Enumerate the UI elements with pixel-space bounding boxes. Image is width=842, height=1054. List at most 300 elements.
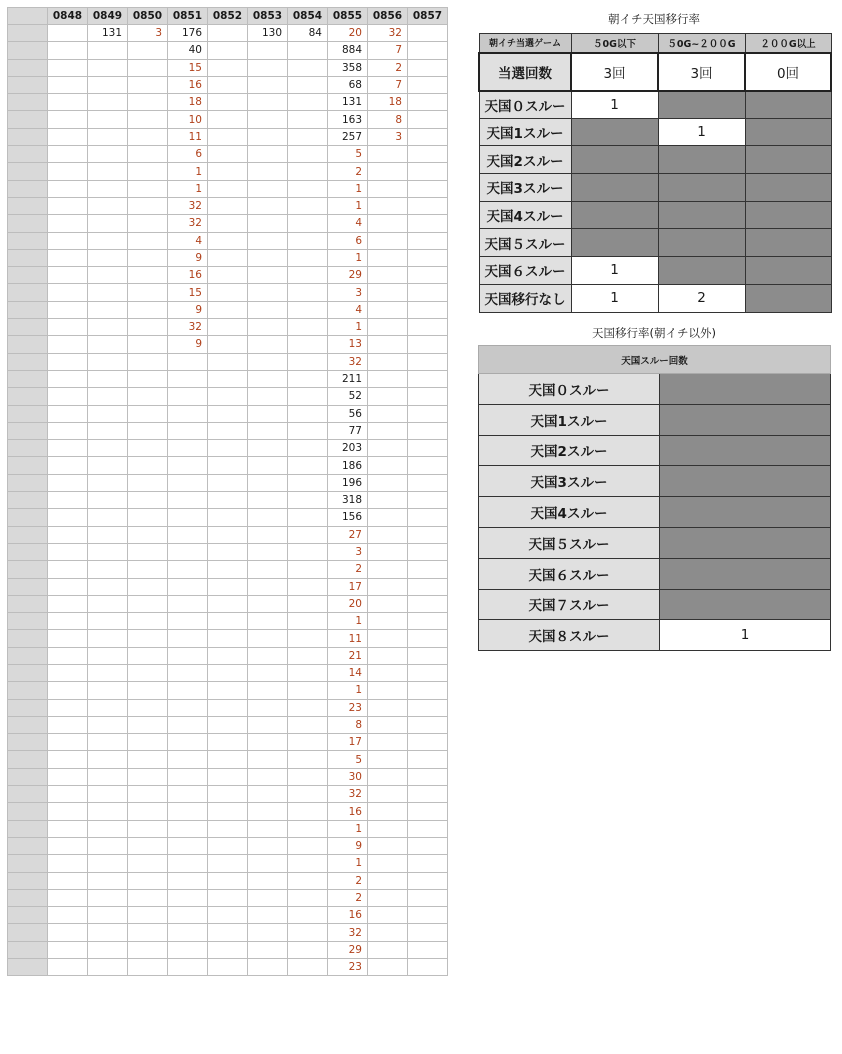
cell-0852[interactable]	[208, 664, 248, 681]
cell-0856[interactable]	[368, 907, 408, 924]
row-header[interactable]	[8, 561, 48, 578]
cell-0853[interactable]	[248, 353, 288, 370]
cell-0856[interactable]	[368, 716, 408, 733]
cell-0848[interactable]	[48, 42, 88, 59]
cell-0855[interactable]: 196	[328, 474, 368, 491]
cell-0850[interactable]	[128, 128, 168, 145]
cell-0855[interactable]: 131	[328, 94, 368, 111]
row-header[interactable]	[8, 786, 48, 803]
cell-0855[interactable]: 21	[328, 647, 368, 664]
cell-0849[interactable]	[88, 630, 128, 647]
cell-0848[interactable]	[48, 699, 88, 716]
cell-0857[interactable]	[408, 353, 448, 370]
cell-0856[interactable]	[368, 855, 408, 872]
row-header[interactable]	[8, 197, 48, 214]
cell-0852[interactable]	[208, 76, 248, 93]
cell-0849[interactable]	[88, 249, 128, 266]
cell-0855[interactable]: 1	[328, 249, 368, 266]
cell-0850[interactable]	[128, 94, 168, 111]
cell-0848[interactable]	[48, 163, 88, 180]
row-header[interactable]	[8, 267, 48, 284]
cell-0849[interactable]	[88, 301, 128, 318]
row-header[interactable]	[8, 422, 48, 439]
column-header[interactable]: 0854	[288, 8, 328, 25]
cell-0850[interactable]	[128, 820, 168, 837]
cell-0853[interactable]	[248, 907, 288, 924]
cell-0856[interactable]	[368, 457, 408, 474]
cell-0852[interactable]	[208, 405, 248, 422]
cell-0850[interactable]	[128, 509, 168, 526]
cell-0852[interactable]	[208, 941, 248, 958]
cell-0855[interactable]: 1	[328, 855, 368, 872]
cell-0850[interactable]	[128, 855, 168, 872]
row-header[interactable]	[8, 613, 48, 630]
cell-0851[interactable]: 10	[168, 111, 208, 128]
cell-0849[interactable]	[88, 595, 128, 612]
cell-0849[interactable]	[88, 197, 128, 214]
cell-0857[interactable]	[408, 647, 448, 664]
cell-0852[interactable]	[208, 526, 248, 543]
cell-0848[interactable]	[48, 474, 88, 491]
cell-0852[interactable]	[208, 457, 248, 474]
cell-0853[interactable]	[248, 163, 288, 180]
cell-0848[interactable]	[48, 578, 88, 595]
cell-0850[interactable]	[128, 578, 168, 595]
cell-0857[interactable]	[408, 319, 448, 336]
cell-0851[interactable]: 9	[168, 301, 208, 318]
row-header[interactable]	[8, 837, 48, 854]
cell-0852[interactable]	[208, 682, 248, 699]
row-header[interactable]	[8, 25, 48, 42]
cell-0855[interactable]: 29	[328, 941, 368, 958]
cell-0850[interactable]	[128, 180, 168, 197]
cell-0854[interactable]	[288, 924, 328, 941]
row-header[interactable]	[8, 249, 48, 266]
cell-0849[interactable]	[88, 647, 128, 664]
cell-0857[interactable]	[408, 336, 448, 353]
cell-0857[interactable]	[408, 163, 448, 180]
cell-0854[interactable]	[288, 388, 328, 405]
cell-0853[interactable]	[248, 59, 288, 76]
cell-0849[interactable]	[88, 457, 128, 474]
cell-0854[interactable]	[288, 146, 328, 163]
cell-0852[interactable]	[208, 630, 248, 647]
cell-0857[interactable]	[408, 837, 448, 854]
cell-0853[interactable]	[248, 146, 288, 163]
cell-0849[interactable]	[88, 336, 128, 353]
cell-0850[interactable]	[128, 889, 168, 906]
row-header[interactable]	[8, 630, 48, 647]
cell-0852[interactable]	[208, 319, 248, 336]
cell-0857[interactable]	[408, 492, 448, 509]
row-header[interactable]	[8, 215, 48, 232]
cell-0856[interactable]	[368, 647, 408, 664]
cell-0849[interactable]	[88, 578, 128, 595]
cell-0854[interactable]	[288, 734, 328, 751]
cell-0852[interactable]	[208, 197, 248, 214]
cell-0849[interactable]	[88, 837, 128, 854]
cell-0849[interactable]	[88, 492, 128, 509]
cell-0851[interactable]: 1	[168, 163, 208, 180]
cell-0852[interactable]	[208, 803, 248, 820]
column-header[interactable]: 0857	[408, 8, 448, 25]
cell-0853[interactable]	[248, 820, 288, 837]
cell-0855[interactable]: 3	[328, 543, 368, 560]
cell-0848[interactable]	[48, 595, 88, 612]
cell-0849[interactable]	[88, 111, 128, 128]
cell-0850[interactable]	[128, 336, 168, 353]
cell-0852[interactable]	[208, 370, 248, 387]
cell-0853[interactable]	[248, 267, 288, 284]
cell-0856[interactable]	[368, 682, 408, 699]
column-header[interactable]: 0850	[128, 8, 168, 25]
cell-0853[interactable]	[248, 959, 288, 976]
cell-0850[interactable]	[128, 319, 168, 336]
cell-0855[interactable]: 23	[328, 959, 368, 976]
cell-0854[interactable]: 84	[288, 25, 328, 42]
cell-0852[interactable]	[208, 249, 248, 266]
cell-0856[interactable]	[368, 301, 408, 318]
cell-0857[interactable]	[408, 232, 448, 249]
cell-0849[interactable]	[88, 526, 128, 543]
cell-0855[interactable]: 29	[328, 267, 368, 284]
cell-0852[interactable]	[208, 768, 248, 785]
cell-0854[interactable]	[288, 803, 328, 820]
cell-0856[interactable]	[368, 370, 408, 387]
cell-0856[interactable]	[368, 786, 408, 803]
cell-0852[interactable]	[208, 301, 248, 318]
cell-0851[interactable]	[168, 457, 208, 474]
cell-0855[interactable]: 32	[328, 924, 368, 941]
cell-0856[interactable]	[368, 215, 408, 232]
cell-0856[interactable]	[368, 664, 408, 681]
cell-0854[interactable]	[288, 613, 328, 630]
cell-0856[interactable]	[368, 146, 408, 163]
cell-0856[interactable]	[368, 768, 408, 785]
cell-0852[interactable]	[208, 889, 248, 906]
cell-0848[interactable]	[48, 128, 88, 145]
cell-0850[interactable]	[128, 42, 168, 59]
cell-0855[interactable]: 4	[328, 215, 368, 232]
cell-0850[interactable]	[128, 837, 168, 854]
cell-0852[interactable]	[208, 146, 248, 163]
cell-0850[interactable]	[128, 492, 168, 509]
cell-0851[interactable]: 32	[168, 319, 208, 336]
column-header[interactable]: 0856	[368, 8, 408, 25]
cell-0857[interactable]	[408, 578, 448, 595]
cell-0854[interactable]	[288, 249, 328, 266]
cell-0857[interactable]	[408, 146, 448, 163]
cell-0848[interactable]	[48, 76, 88, 93]
cell-0850[interactable]	[128, 163, 168, 180]
cell-0856[interactable]	[368, 543, 408, 560]
cell-0851[interactable]	[168, 509, 208, 526]
cell-0851[interactable]	[168, 353, 208, 370]
cell-0852[interactable]	[208, 59, 248, 76]
cell-0853[interactable]	[248, 768, 288, 785]
cell-0850[interactable]	[128, 111, 168, 128]
cell-0853[interactable]	[248, 595, 288, 612]
cell-0856[interactable]	[368, 163, 408, 180]
cell-0849[interactable]	[88, 267, 128, 284]
cell-0848[interactable]	[48, 613, 88, 630]
cell-0855[interactable]: 6	[328, 232, 368, 249]
cell-0853[interactable]	[248, 941, 288, 958]
cell-0853[interactable]	[248, 42, 288, 59]
cell-0856[interactable]	[368, 924, 408, 941]
cell-0848[interactable]	[48, 319, 88, 336]
cell-0852[interactable]	[208, 42, 248, 59]
cell-0854[interactable]	[288, 630, 328, 647]
cell-0855[interactable]: 3	[328, 284, 368, 301]
cell-0849[interactable]	[88, 734, 128, 751]
cell-0853[interactable]	[248, 197, 288, 214]
cell-0855[interactable]: 1	[328, 820, 368, 837]
cell-0854[interactable]	[288, 59, 328, 76]
cell-0849[interactable]	[88, 440, 128, 457]
cell-0850[interactable]	[128, 803, 168, 820]
cell-0854[interactable]	[288, 543, 328, 560]
cell-0855[interactable]: 163	[328, 111, 368, 128]
cell-0849[interactable]	[88, 543, 128, 560]
cell-0855[interactable]: 13	[328, 336, 368, 353]
cell-0848[interactable]	[48, 492, 88, 509]
cell-0852[interactable]	[208, 94, 248, 111]
cell-0851[interactable]	[168, 613, 208, 630]
cell-0849[interactable]	[88, 163, 128, 180]
cell-0851[interactable]: 9	[168, 249, 208, 266]
cell-0856[interactable]	[368, 492, 408, 509]
cell-0855[interactable]: 2	[328, 163, 368, 180]
cell-0854[interactable]	[288, 855, 328, 872]
cell-0848[interactable]	[48, 682, 88, 699]
cell-0848[interactable]	[48, 543, 88, 560]
cell-0853[interactable]	[248, 457, 288, 474]
cell-0857[interactable]	[408, 128, 448, 145]
cell-0853[interactable]	[248, 889, 288, 906]
cell-0855[interactable]: 52	[328, 388, 368, 405]
row-header[interactable]	[8, 855, 48, 872]
cell-0856[interactable]	[368, 751, 408, 768]
cell-0855[interactable]: 30	[328, 768, 368, 785]
cell-0856[interactable]	[368, 734, 408, 751]
cell-0848[interactable]	[48, 59, 88, 76]
cell-0852[interactable]	[208, 25, 248, 42]
cell-0852[interactable]	[208, 111, 248, 128]
cell-0848[interactable]	[48, 959, 88, 976]
cell-0857[interactable]	[408, 215, 448, 232]
cell-0854[interactable]	[288, 872, 328, 889]
cell-0853[interactable]: 130	[248, 25, 288, 42]
cell-0848[interactable]	[48, 284, 88, 301]
cell-0856[interactable]: 18	[368, 94, 408, 111]
cell-0850[interactable]	[128, 526, 168, 543]
cell-0853[interactable]	[248, 474, 288, 491]
cell-0855[interactable]: 1	[328, 682, 368, 699]
cell-0853[interactable]	[248, 336, 288, 353]
cell-0857[interactable]	[408, 889, 448, 906]
cell-0857[interactable]	[408, 76, 448, 93]
cell-0857[interactable]	[408, 734, 448, 751]
cell-0849[interactable]	[88, 76, 128, 93]
cell-0855[interactable]: 884	[328, 42, 368, 59]
cell-0854[interactable]	[288, 595, 328, 612]
cell-0855[interactable]: 318	[328, 492, 368, 509]
cell-0856[interactable]	[368, 474, 408, 491]
cell-0857[interactable]	[408, 872, 448, 889]
cell-0848[interactable]	[48, 111, 88, 128]
cell-0853[interactable]	[248, 630, 288, 647]
cell-0857[interactable]	[408, 267, 448, 284]
cell-0854[interactable]	[288, 699, 328, 716]
cell-0851[interactable]: 15	[168, 284, 208, 301]
cell-0848[interactable]	[48, 941, 88, 958]
row-header[interactable]	[8, 405, 48, 422]
cell-0851[interactable]: 16	[168, 76, 208, 93]
cell-0853[interactable]	[248, 249, 288, 266]
row-header[interactable]	[8, 163, 48, 180]
cell-0854[interactable]	[288, 370, 328, 387]
cell-0848[interactable]	[48, 751, 88, 768]
cell-0850[interactable]	[128, 647, 168, 664]
cell-0852[interactable]	[208, 128, 248, 145]
cell-0857[interactable]	[408, 543, 448, 560]
cell-0852[interactable]	[208, 820, 248, 837]
row-header[interactable]	[8, 803, 48, 820]
cell-0849[interactable]	[88, 820, 128, 837]
cell-0857[interactable]	[408, 786, 448, 803]
cell-0850[interactable]	[128, 751, 168, 768]
cell-0852[interactable]	[208, 613, 248, 630]
cell-0851[interactable]: 1	[168, 180, 208, 197]
cell-0856[interactable]	[368, 803, 408, 820]
cell-0853[interactable]	[248, 578, 288, 595]
cell-0850[interactable]	[128, 215, 168, 232]
cell-0856[interactable]	[368, 872, 408, 889]
cell-0856[interactable]	[368, 249, 408, 266]
row-header[interactable]	[8, 543, 48, 560]
cell-0852[interactable]	[208, 561, 248, 578]
cell-0851[interactable]	[168, 405, 208, 422]
row-header[interactable]	[8, 59, 48, 76]
cell-0856[interactable]: 3	[368, 128, 408, 145]
cell-0853[interactable]	[248, 699, 288, 716]
cell-0855[interactable]: 203	[328, 440, 368, 457]
cell-0852[interactable]	[208, 647, 248, 664]
cell-0851[interactable]	[168, 543, 208, 560]
cell-0856[interactable]: 32	[368, 25, 408, 42]
cell-0852[interactable]	[208, 872, 248, 889]
row-header[interactable]	[8, 526, 48, 543]
cell-0855[interactable]: 358	[328, 59, 368, 76]
cell-0849[interactable]	[88, 682, 128, 699]
cell-0849[interactable]	[88, 474, 128, 491]
cell-0855[interactable]: 32	[328, 353, 368, 370]
cell-0851[interactable]	[168, 474, 208, 491]
cell-0851[interactable]	[168, 699, 208, 716]
cell-0848[interactable]	[48, 630, 88, 647]
row-header[interactable]	[8, 941, 48, 958]
cell-0853[interactable]	[248, 492, 288, 509]
cell-0856[interactable]	[368, 699, 408, 716]
cell-0851[interactable]: 11	[168, 128, 208, 145]
cell-0848[interactable]	[48, 370, 88, 387]
cell-0857[interactable]	[408, 180, 448, 197]
cell-0851[interactable]	[168, 924, 208, 941]
row-header[interactable]	[8, 492, 48, 509]
cell-0848[interactable]	[48, 872, 88, 889]
column-header[interactable]: 0855	[328, 8, 368, 25]
cell-0854[interactable]	[288, 664, 328, 681]
cell-0852[interactable]	[208, 751, 248, 768]
row-header[interactable]	[8, 232, 48, 249]
cell-0852[interactable]	[208, 855, 248, 872]
cell-0850[interactable]	[128, 457, 168, 474]
cell-0848[interactable]	[48, 768, 88, 785]
row-header[interactable]	[8, 474, 48, 491]
row-header[interactable]	[8, 336, 48, 353]
cell-0855[interactable]: 20	[328, 595, 368, 612]
cell-0852[interactable]	[208, 578, 248, 595]
cell-0854[interactable]	[288, 163, 328, 180]
cell-0849[interactable]	[88, 716, 128, 733]
cell-0853[interactable]	[248, 526, 288, 543]
cell-0856[interactable]	[368, 578, 408, 595]
cell-0849[interactable]	[88, 388, 128, 405]
cell-0851[interactable]	[168, 682, 208, 699]
cell-0853[interactable]	[248, 561, 288, 578]
cell-0849[interactable]	[88, 889, 128, 906]
row-header[interactable]	[8, 924, 48, 941]
cell-0852[interactable]	[208, 422, 248, 439]
cell-0852[interactable]	[208, 699, 248, 716]
cell-0851[interactable]: 18	[168, 94, 208, 111]
cell-0848[interactable]	[48, 509, 88, 526]
cell-0856[interactable]: 8	[368, 111, 408, 128]
column-header[interactable]: 0852	[208, 8, 248, 25]
cell-0855[interactable]: 17	[328, 734, 368, 751]
cell-0854[interactable]	[288, 492, 328, 509]
cell-0856[interactable]	[368, 595, 408, 612]
cell-0851[interactable]	[168, 751, 208, 768]
cell-0855[interactable]: 257	[328, 128, 368, 145]
cell-0852[interactable]	[208, 232, 248, 249]
cell-0854[interactable]	[288, 837, 328, 854]
cell-0850[interactable]	[128, 664, 168, 681]
cell-0851[interactable]	[168, 561, 208, 578]
cell-0855[interactable]: 23	[328, 699, 368, 716]
row-header[interactable]	[8, 180, 48, 197]
cell-0854[interactable]	[288, 215, 328, 232]
cell-0851[interactable]	[168, 907, 208, 924]
cell-0850[interactable]	[128, 959, 168, 976]
cell-0848[interactable]	[48, 146, 88, 163]
cell-0854[interactable]	[288, 457, 328, 474]
cell-0855[interactable]: 2	[328, 889, 368, 906]
cell-0855[interactable]: 14	[328, 664, 368, 681]
cell-0848[interactable]	[48, 249, 88, 266]
row-header[interactable]	[8, 353, 48, 370]
cell-0852[interactable]	[208, 716, 248, 733]
cell-0848[interactable]	[48, 215, 88, 232]
cell-0849[interactable]	[88, 284, 128, 301]
cell-0854[interactable]	[288, 751, 328, 768]
row-header[interactable]	[8, 682, 48, 699]
cell-0856[interactable]	[368, 837, 408, 854]
cell-0857[interactable]	[408, 716, 448, 733]
cell-0857[interactable]	[408, 699, 448, 716]
cell-0857[interactable]	[408, 370, 448, 387]
